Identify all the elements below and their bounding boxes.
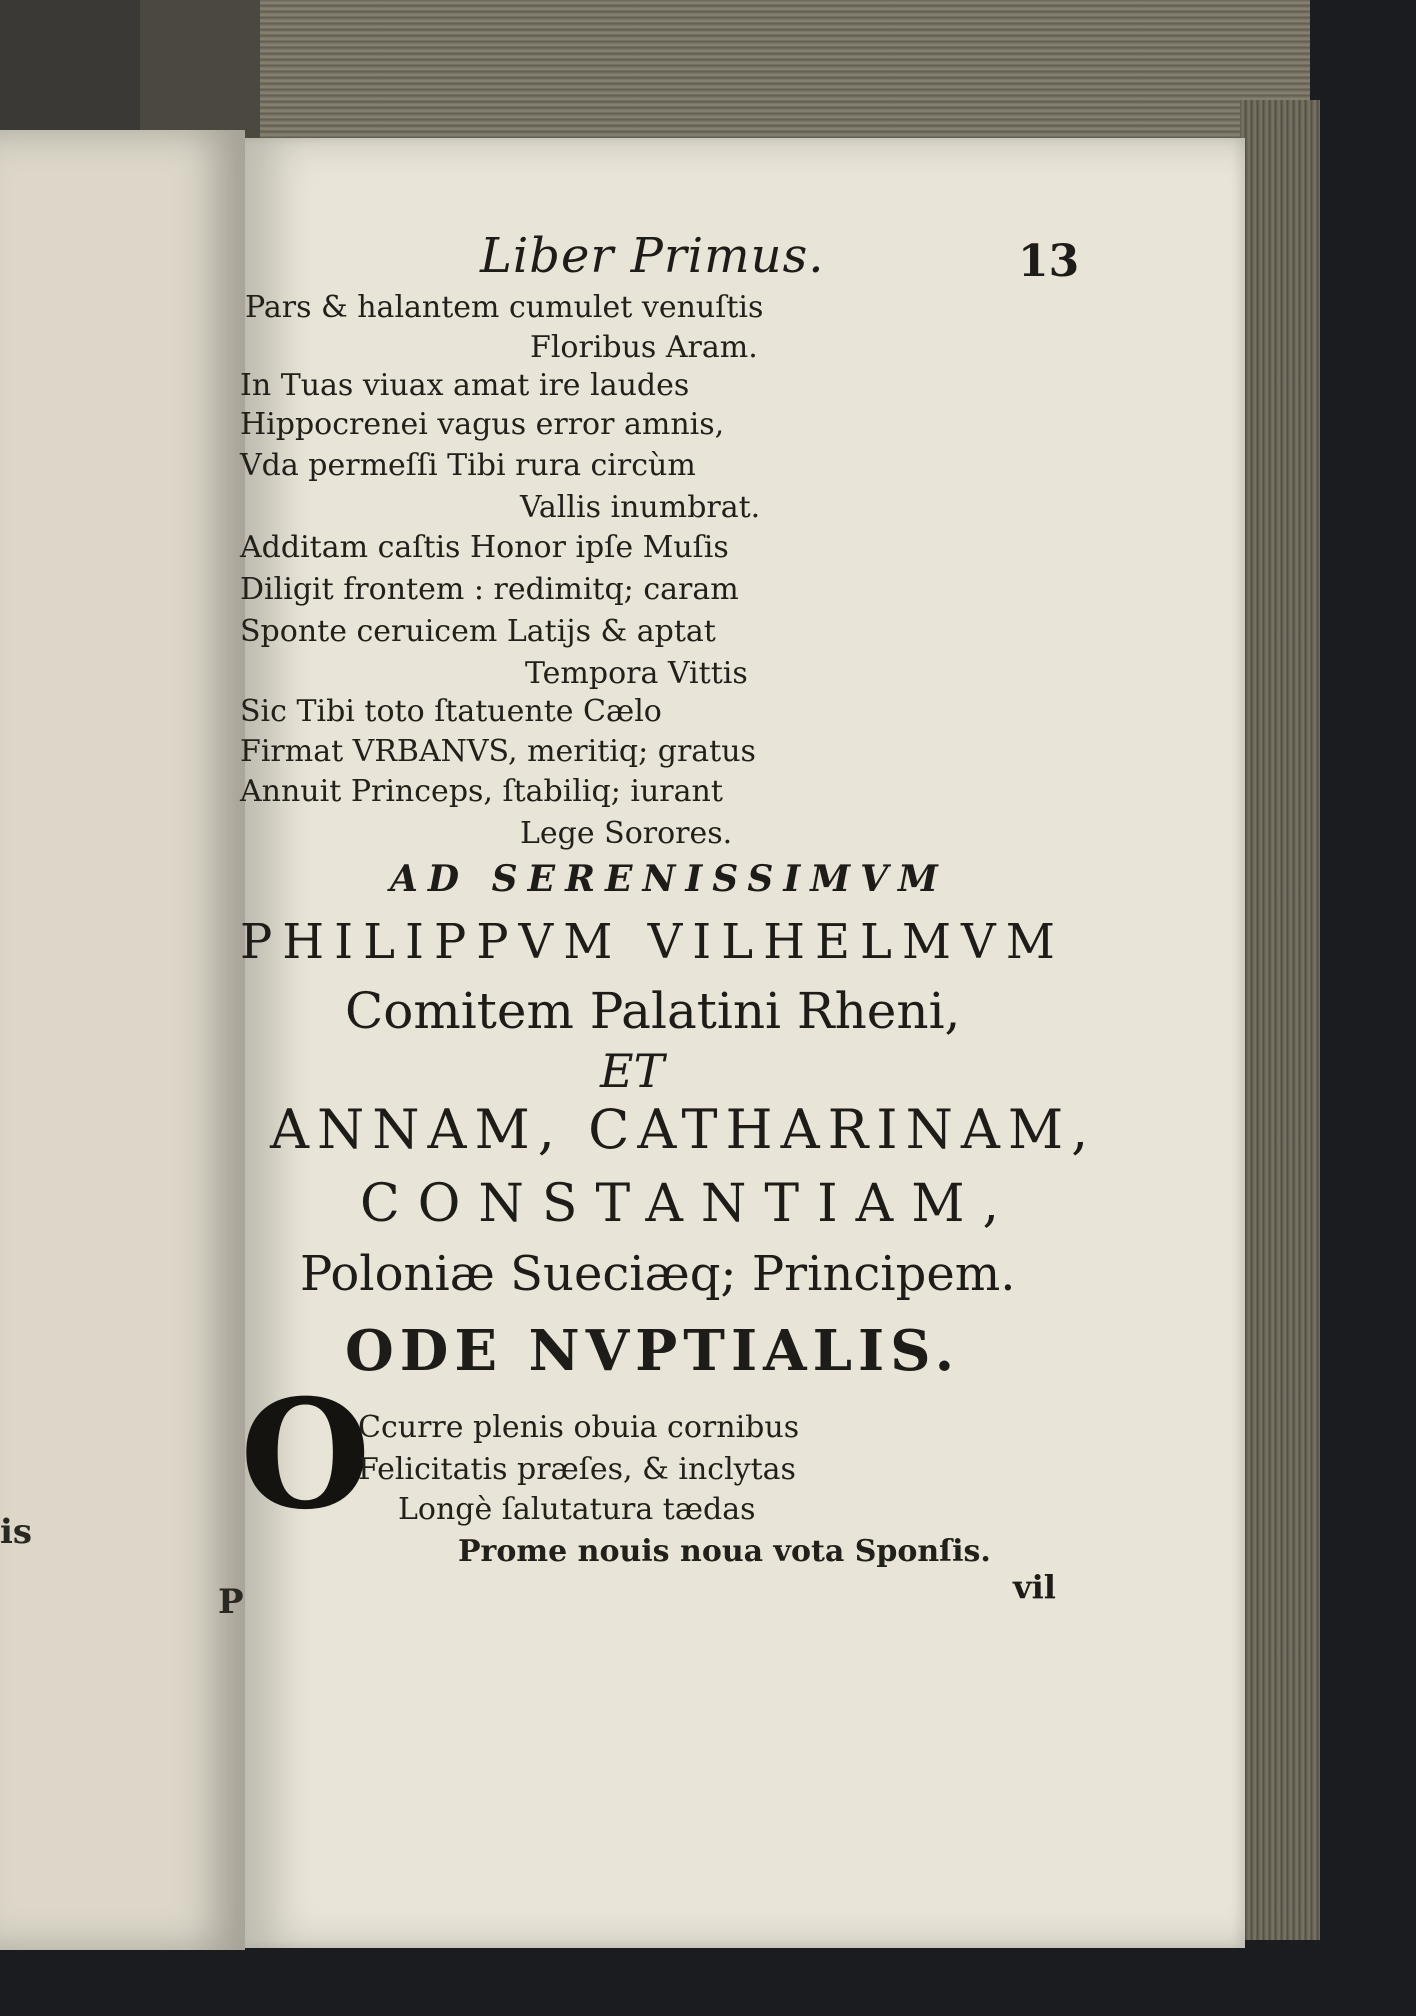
verse-line: Vda permeſſi Tibi rura circùm xyxy=(240,448,696,483)
verse-line: Prome nouis noua vota Sponſis. xyxy=(458,1534,991,1569)
verse-line: Vallis inumbrat. xyxy=(520,490,761,525)
title-line-title: Poloniæ Sueciæq; Principem. xyxy=(300,1246,1016,1302)
drop-cap: O xyxy=(240,1367,371,1543)
verse-line: Firmat VRBANVS, meritiq; gratus xyxy=(240,734,756,769)
verse-line: In Tuas viuax amat ire laudes xyxy=(240,368,690,403)
left-page xyxy=(0,130,245,1950)
left-page-fragment: P xyxy=(218,1582,244,1622)
verse-line: Hippocrenei vagus error amnis, xyxy=(240,407,725,442)
verse-line: Pars & halantem cumulet venuſtis xyxy=(245,290,764,325)
verse-line: Sic Tibi toto ſtatuente Cælo xyxy=(240,694,662,729)
page-number: 13 xyxy=(1018,236,1080,287)
verse-line: Lege Sorores. xyxy=(520,816,733,851)
catchword: vil xyxy=(1013,1568,1056,1606)
verse-line: Ccurre plenis obuia cornibus xyxy=(358,1410,800,1445)
verse-line: Tempora Vittis xyxy=(525,656,748,691)
book-spine-top xyxy=(140,0,260,140)
verse-line: Additam caſtis Honor ipſe Muſis xyxy=(240,530,729,565)
title-line-bride: ANNAM, CATHARINAM, xyxy=(270,1098,1097,1161)
title-line-name: PHILIPPVM VILHELMVM xyxy=(240,914,1065,970)
verse-line: Annuit Princeps, ſtabiliq; iurant xyxy=(240,774,723,809)
left-page-fragment: is xyxy=(0,1512,33,1552)
title-line-rank: Comitem Palatini Rheni, xyxy=(345,982,961,1040)
title-line-bride-2: CONSTANTIAM, xyxy=(360,1174,1017,1234)
verse-line: Floribus Aram. xyxy=(530,330,758,365)
title-line-ode: ODE NVPTIALIS. xyxy=(345,1318,961,1384)
verse-line: Diligit frontem : redimitq; caram xyxy=(240,572,739,607)
verse-line: Sponte ceruicem Latijs & aptat xyxy=(240,614,716,649)
title-line-et: ET xyxy=(600,1044,665,1098)
verse-line: Longè ſalutatura tædas xyxy=(398,1492,756,1527)
running-head: Liber Primus. xyxy=(480,228,825,284)
page-edges-top xyxy=(140,0,1310,143)
title-line-dedication: AD SERENISSIMVM xyxy=(390,858,948,900)
page-edges-right xyxy=(1240,100,1320,1940)
verse-line: Felicitatis præſes, & inclytas xyxy=(358,1452,796,1487)
